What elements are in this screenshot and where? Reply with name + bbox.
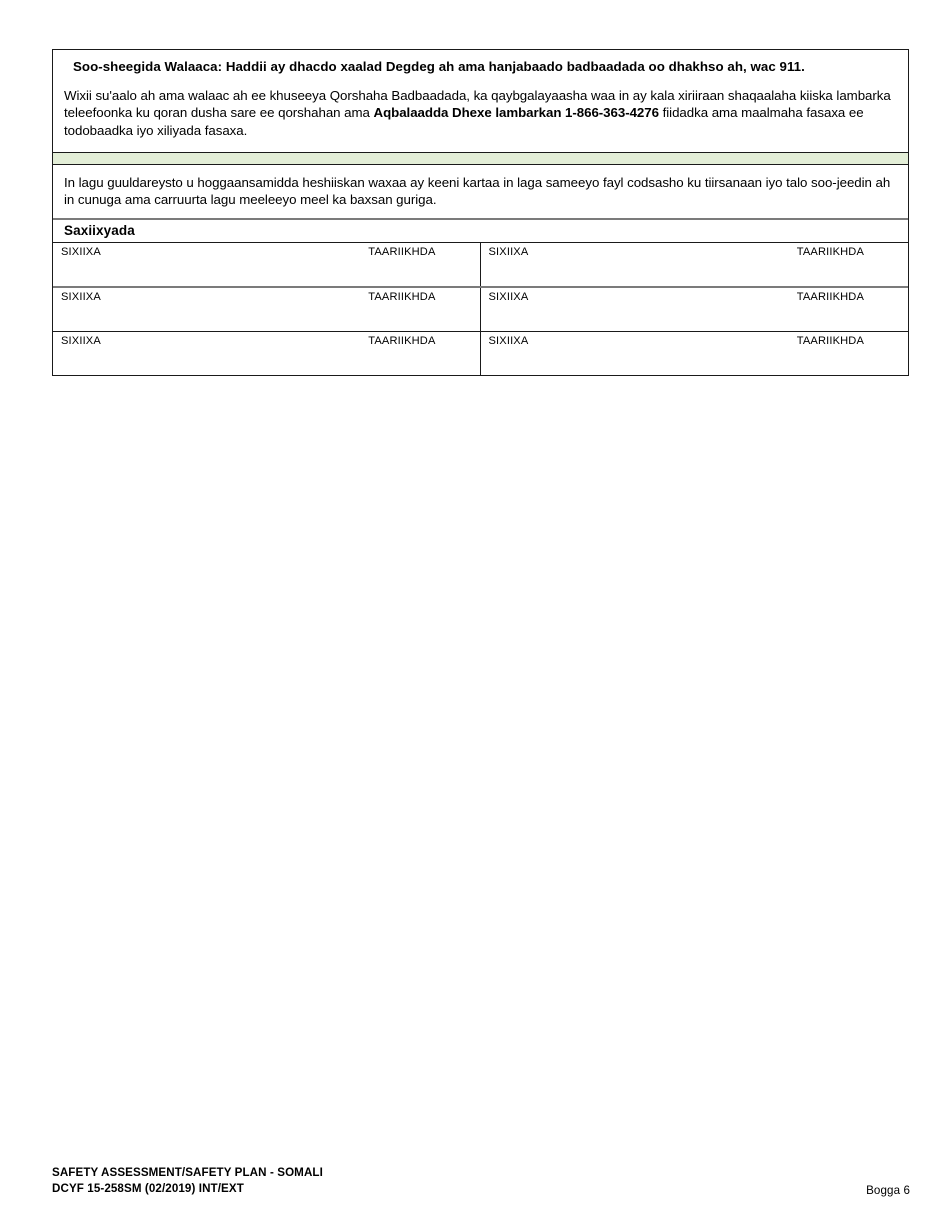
central-intake-phone-number: Aqbalaadda Dhexe lambarkan 1-866-363-4276 bbox=[373, 105, 659, 121]
date-label: TAARIIKHDA bbox=[796, 291, 864, 304]
page-footer bbox=[52, 1165, 910, 1198]
consequence-statement-text: In lagu guuldareysto u hoggaansamidda heshiiskan waxaa ay keeni kartaa in laga sameeyo fayl codsasho ku tiirsanaan iyo talo soo-jeedin ah in cunuga ama carruurta lagu meeleeyo meel ka baxsan guriga. bbox=[64, 174, 891, 208]
date-label: TAARIIKHDA bbox=[796, 335, 864, 348]
notice-body-text-part2: fiidadka ama maalmaha fasaxa ee todobaadka iyo xiliyada fasaxa. bbox=[64, 105, 864, 138]
signature-label: SIXIIXA bbox=[488, 335, 529, 348]
notice-body-text-part1: Wixii su'aalo ah ama walaac ah ee khuseeya Qorshaha Badbaadada, ka qaybgalayaasha waa in ay kala xiriiraan shaqaalaha kiiska lambarka teleefoonka ku qoran dusha sare ee qorshahan ama bbox=[64, 87, 891, 121]
date-label: TAARIIKHDA bbox=[368, 335, 436, 348]
signature-cell-row1-right[interactable] bbox=[481, 243, 909, 287]
footer-form-identity bbox=[52, 1165, 323, 1198]
emergency-notice-body bbox=[64, 87, 898, 140]
signature-label: SIXIIXA bbox=[61, 291, 101, 304]
emergency-notice-heading: Soo-sheegida Walaaca: Haddii ay dhacdo xaalad Degdeg ah ama hanjabaado badbaadada oo dhakhso ah, wac 911. bbox=[73, 59, 805, 74]
signatures-section-title: Saxiixyada bbox=[64, 223, 135, 239]
table-row bbox=[53, 287, 908, 332]
emergency-notice-block bbox=[53, 50, 908, 152]
signature-cell-row2-right[interactable] bbox=[481, 287, 909, 332]
signature-cell-row3-right[interactable] bbox=[481, 332, 909, 376]
date-label: TAARIIKHDA bbox=[368, 291, 436, 304]
table-row bbox=[53, 332, 908, 376]
signature-label: SIXIIXA bbox=[61, 335, 101, 348]
footer-page-number: Bogga 6 bbox=[866, 1183, 910, 1197]
footer-form-title: SAFETY ASSESSMENT/SAFETY PLAN - SOMALI bbox=[52, 1166, 323, 1179]
safety-plan-form-box bbox=[52, 49, 909, 376]
signature-table bbox=[53, 243, 908, 375]
consequence-block bbox=[53, 165, 908, 221]
date-label: TAARIIKHDA bbox=[796, 246, 864, 259]
signature-label: SIXIIXA bbox=[488, 291, 529, 304]
table-row bbox=[53, 243, 908, 287]
date-label: TAARIIKHDA bbox=[368, 246, 436, 259]
signatures-section-header bbox=[53, 220, 908, 243]
green-separator-strip bbox=[53, 152, 908, 165]
signature-label: SIXIIXA bbox=[61, 246, 101, 259]
signature-cell-row3-left[interactable] bbox=[53, 332, 481, 376]
signature-label: SIXIIXA bbox=[488, 246, 529, 259]
footer-form-number: DCYF 15-258SM (02/2019) INT/EXT bbox=[52, 1182, 244, 1196]
signature-cell-row1-left[interactable] bbox=[53, 243, 481, 287]
signature-cell-row2-left[interactable] bbox=[53, 287, 481, 332]
